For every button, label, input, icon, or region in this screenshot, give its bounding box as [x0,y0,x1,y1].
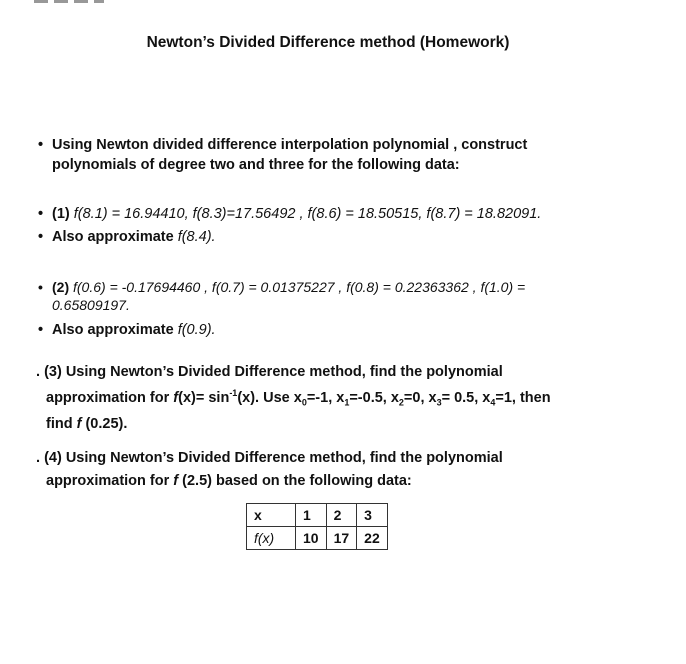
bullet-dot-icon: • [38,279,43,295]
x1-val: =-0.5, x [349,389,399,406]
problem-3-line-3b: (0.25). [81,415,128,432]
x4-sub: 4 [490,397,496,408]
table-header-x: x [247,504,296,527]
data-table [246,503,388,550]
problem-3-func-f-2: f [76,415,82,432]
x2-sub: 2 [398,397,404,408]
problem-4-line-2a: approximation for [46,473,174,489]
problem-2-approx-label: Also approximate [52,322,178,338]
table-cell: 2 [326,504,357,527]
problem-3-line-2b: (x)= sin [178,389,230,406]
x0-val: =-1, x [306,389,345,406]
table-cell: 10 [296,527,327,550]
problem-3-line-2a: approximation for [46,389,174,406]
problem-1-label: (1) [52,206,74,222]
problem-4 [36,448,666,492]
problem-1-approx-target: f(8.4). [177,229,216,245]
table-cell: 22 [357,527,388,550]
bullet-dot-icon: • [38,137,44,153]
intro-line-2: polynomials of degree two and three for the following data: [52,157,460,173]
intro-bullet [38,135,658,175]
x4-val: =1, then [495,389,551,406]
page-title: Newton’s Divided Difference method (Homework) [146,34,510,51]
top-edge-artifact [34,0,104,3]
table-row-fx [247,527,388,550]
problem-4-func-f: f [173,473,179,489]
table-row-x [247,504,388,527]
x3-sub: 3 [436,397,442,408]
problem-2-data-line-1: f(0.6) = -0.17694460 , f(0.7) = 0.01375227 , f(0.8) = 0.22363362 , f(1.0) = [73,279,526,295]
bullet-dot-icon: • [38,322,44,338]
problem-3-sup: -1 [229,388,238,398]
problem-4-line-2b: (2.5) based on the following data: [178,473,412,489]
problem-1-approx-label: Also approximate [52,229,178,245]
problem-3-line-3a: find [46,415,77,432]
x2-val: =0, x [403,389,437,406]
problem-1-data: f(8.1) = 16.94410, f(8.3)=17.56492 , f(8.6) = 18.50515, f(8.7) = 18.82091. [73,206,542,222]
problem-2-label: (2) [52,279,73,295]
problem-4-lead: . [36,450,45,466]
table-cell: 1 [296,504,327,527]
problem-1 [38,204,658,247]
problem-4-line-1: (4) Using Newton’s Divided Difference method, find the polynomial [44,450,503,466]
problem-3-lead: . [36,364,45,380]
bullet-dot-icon: • [38,229,44,245]
table-header-fx: f(x) [247,527,296,550]
bullet-dot-icon: • [38,206,44,222]
x3-val: = 0.5, x [441,389,491,406]
problem-3-line-1: (3) Using Newton’s Divided Difference method, find the polynomial [44,364,503,380]
table-cell: 3 [357,504,388,527]
intro-line-1: Using Newton divided difference interpolation polynomial , construct [52,137,528,153]
x0-sub: 0 [301,397,307,408]
problem-2-approx-target: f(0.9). [177,322,216,338]
problem-3-line-2c: (x). Use x [237,389,302,406]
table-cell: 17 [326,527,357,550]
problem-2 [38,277,668,340]
problem-3-func-f: f [173,389,179,406]
problem-2-data-line-2: 0.65809197. [52,297,130,313]
problem-3 [36,362,666,435]
x1-sub: 1 [344,397,350,408]
